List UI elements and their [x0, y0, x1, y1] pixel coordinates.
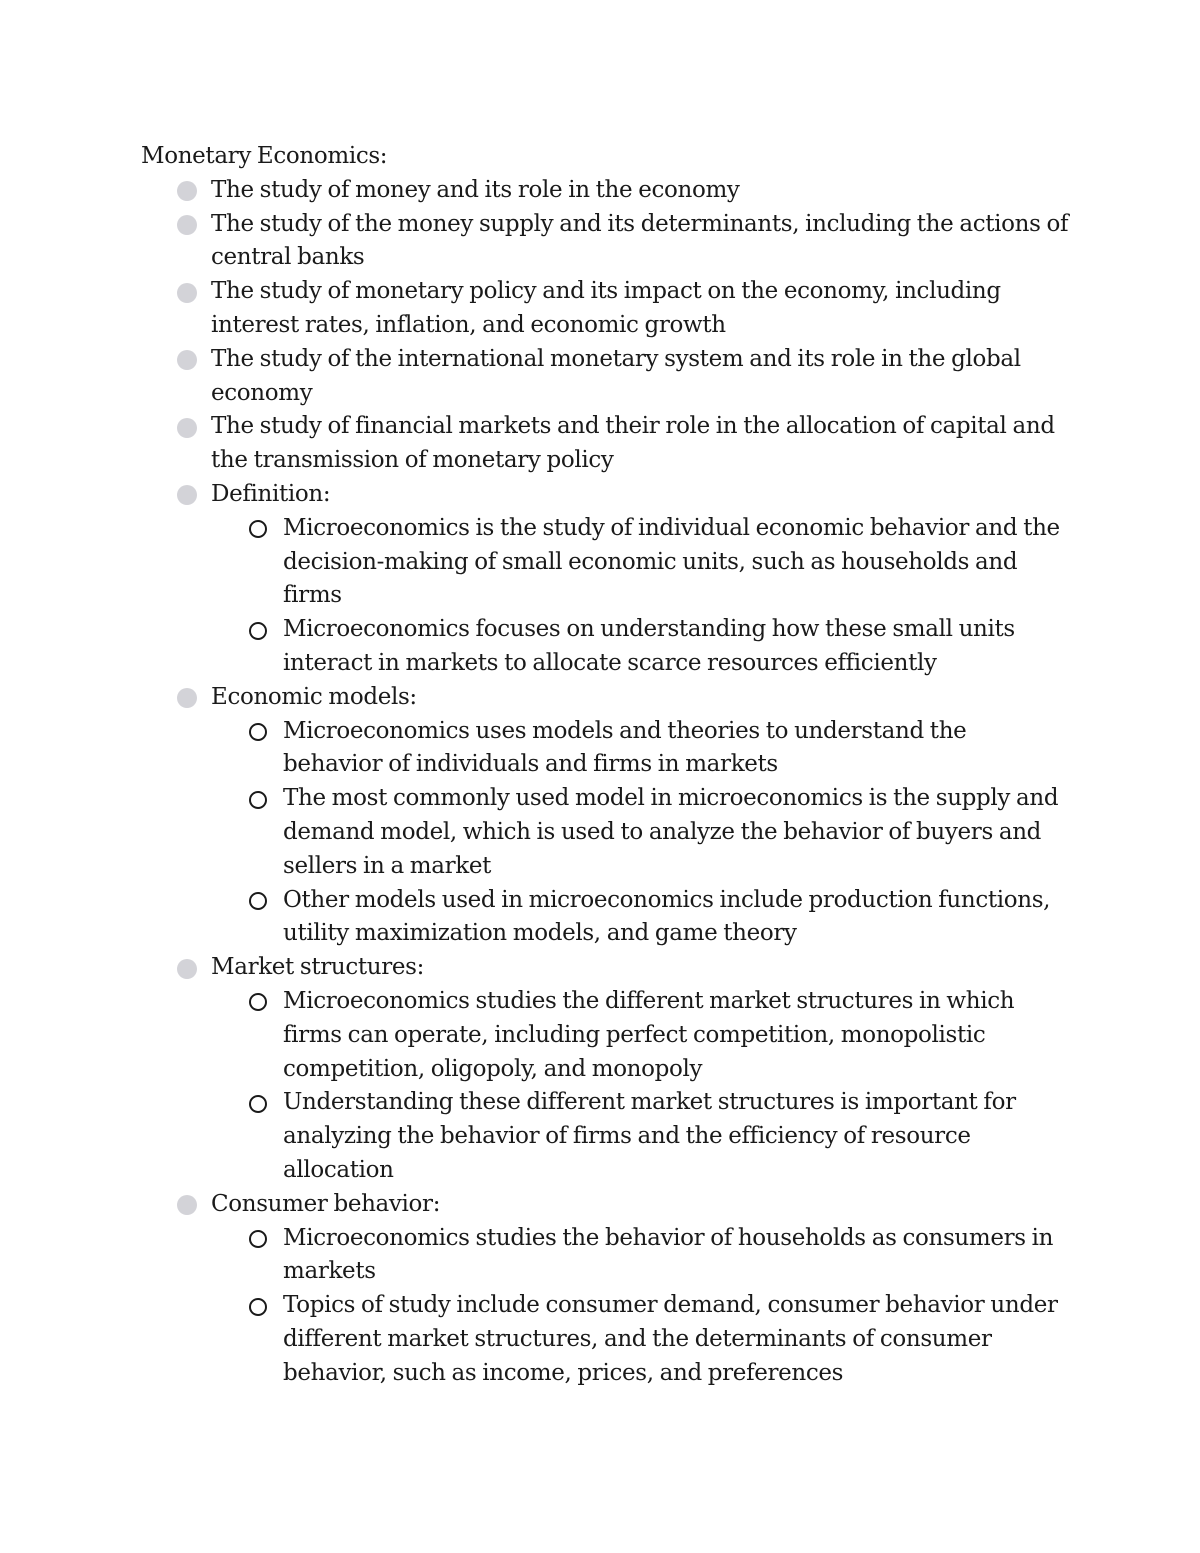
- sub-list-item-text: The most commonly used model in microeconomics is the supply and demand model, which is used to analyze the behavior of buyers and sellers in a market: [283, 785, 1059, 879]
- sub-list-item: [283, 1086, 1071, 1187]
- sub-list-item-text: Other models used in microeconomics include production functions, utility maximization models, and game theory: [283, 886, 1051, 947]
- list-item: [211, 681, 1071, 951]
- list-item-text: The study of the money supply and its determinants, including the actions of central banks: [211, 210, 1069, 271]
- sub-list-item: [283, 1289, 1071, 1390]
- sub-list-item: [283, 782, 1071, 883]
- list-item: [211, 951, 1071, 1188]
- filled-circle-bullet-icon: [177, 283, 197, 303]
- list-item: [211, 478, 1071, 681]
- hollow-circle-bullet-icon: [249, 791, 267, 809]
- sub-list-item: [283, 715, 1071, 783]
- sub-list-item-text: Microeconomics focuses on understanding how these small units interact in markets to allocate scarce resources efficiently: [283, 616, 1015, 676]
- list-item-text: The study of the international monetary system and its role in the global economy: [211, 345, 1021, 406]
- list-item: [211, 1188, 1071, 1391]
- hollow-circle-bullet-icon: [249, 1298, 267, 1316]
- hollow-circle-bullet-icon: [249, 993, 267, 1011]
- sub-bullet-list: [211, 512, 1071, 681]
- list-item: [211, 410, 1071, 478]
- sub-list-item-text: Microeconomics studies the different market structures in which firms can operate, including perfect competition, monopolistic competition, oligopoly, and monopoly: [283, 987, 1015, 1082]
- hollow-circle-bullet-icon: [249, 723, 267, 741]
- sub-bullet-list: [211, 1222, 1071, 1391]
- list-item: [211, 208, 1071, 276]
- filled-circle-bullet-icon: [177, 688, 197, 708]
- hollow-circle-bullet-icon: [249, 1095, 267, 1113]
- sub-list-item-text: Understanding these different market structures is important for analyzing the behavior of firms and the efficiency of resource allocation: [283, 1089, 1016, 1183]
- list-item-text: Economic models:: [211, 683, 417, 710]
- hollow-circle-bullet-icon: [249, 892, 267, 910]
- sub-list-item-text: Microeconomics uses models and theories to understand the behavior of individuals and firms in markets: [283, 717, 967, 778]
- sub-list-item-text: Microeconomics is the study of individual economic behavior and the decision-making of small economic units, such as households and firms: [283, 514, 1060, 609]
- list-item-text: The study of monetary policy and its impact on the economy, including interest rates, inflation, and economic growth: [211, 278, 1001, 338]
- sub-list-item: [283, 512, 1071, 613]
- list-item: [211, 343, 1071, 411]
- bullet-list: [141, 174, 1071, 1391]
- hollow-circle-bullet-icon: [249, 520, 267, 538]
- sub-list-item: [283, 1222, 1071, 1290]
- list-item-text: Definition:: [211, 480, 331, 507]
- filled-circle-bullet-icon: [177, 181, 197, 201]
- list-item-text: The study of money and its role in the economy: [211, 176, 740, 203]
- hollow-circle-bullet-icon: [249, 622, 267, 640]
- sub-bullet-list: [211, 985, 1071, 1188]
- list-item-text: Consumer behavior:: [211, 1190, 441, 1217]
- filled-circle-bullet-icon: [177, 215, 197, 235]
- filled-circle-bullet-icon: [177, 485, 197, 505]
- sub-list-item: [283, 884, 1071, 952]
- sub-list-item: [283, 985, 1071, 1086]
- sub-list-item-text: Topics of study include consumer demand, consumer behavior under different market structures, and the determinants of consumer behavior, such as income, prices, and preferences: [283, 1292, 1058, 1386]
- sub-bullet-list: [211, 715, 1071, 952]
- filled-circle-bullet-icon: [177, 350, 197, 370]
- list-item: [211, 275, 1071, 343]
- hollow-circle-bullet-icon: [249, 1230, 267, 1248]
- filled-circle-bullet-icon: [177, 418, 197, 438]
- sub-list-item: [283, 613, 1071, 681]
- list-item-text: The study of financial markets and their role in the allocation of capital and the transmission of monetary policy: [211, 413, 1055, 474]
- filled-circle-bullet-icon: [177, 1195, 197, 1215]
- filled-circle-bullet-icon: [177, 959, 197, 979]
- document-body: [141, 140, 1071, 1390]
- list-item-text: Market structures:: [211, 954, 425, 981]
- sub-list-item-text: Microeconomics studies the behavior of households as consumers in markets: [283, 1224, 1054, 1285]
- list-item: [211, 174, 1071, 208]
- document-title: Monetary Economics:: [141, 143, 388, 169]
